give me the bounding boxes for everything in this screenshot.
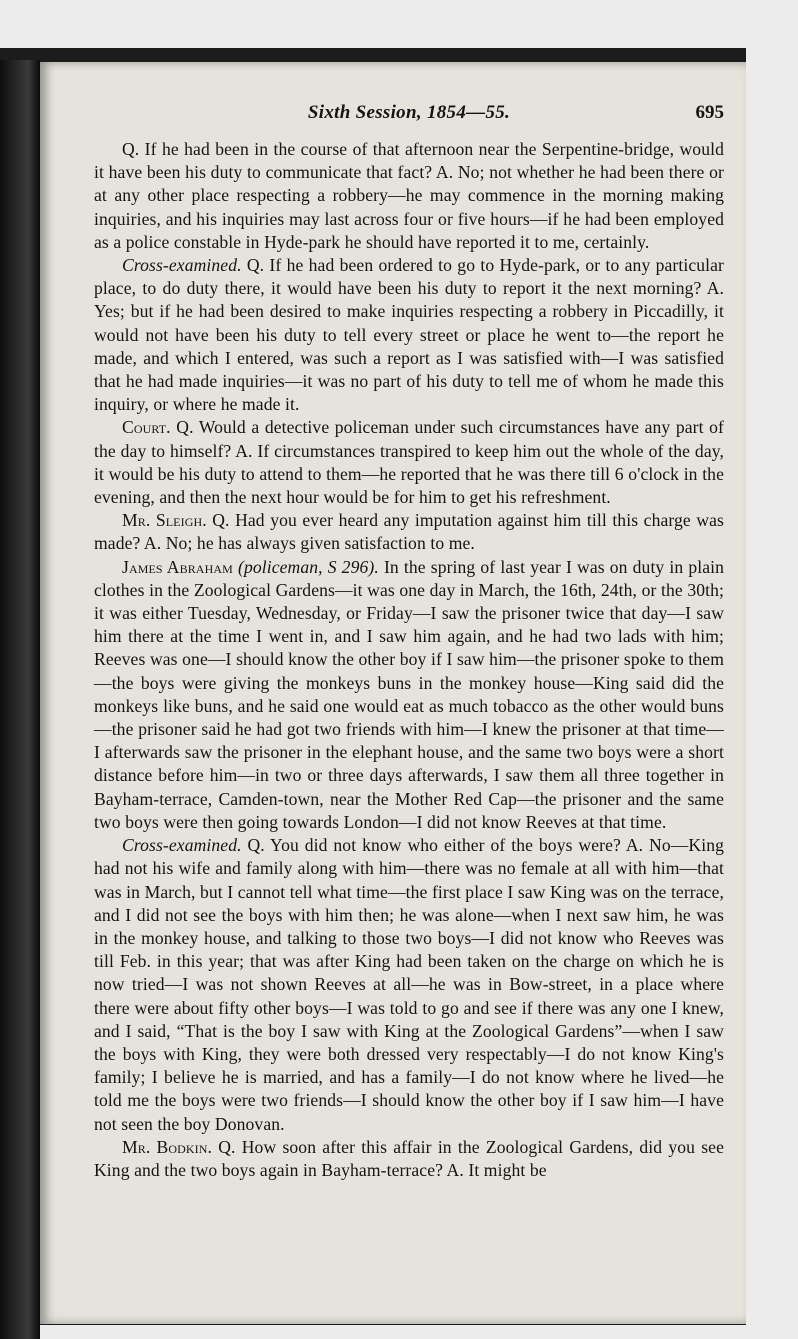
- paragraph: [94, 416, 724, 509]
- paragraph-text: Q. You did not know who either of the boys were? A. No—King had not his wife and family along with him—there was no female at all with him—that was in March, but I cannot tell what time—the first place I saw King was on the terrace, and I did not see the boys with him then; he was alone—when I next saw him, he was in the monkey house, and talking to those two boys—I did not know who Reeves was till Feb. in this year; that was after King had been taken on the charge on which he is now tried—I was not shown Reeves at all—he was in Bow-street, in a place where there were about fifty other boys—I was told to go and see if there was any one I knew, and I said, “That is the boy I saw with King at the Zoological Gardens”—when I saw the boys with King, they were both dressed very respectably—I do not know King's family; I believe he is married, and has a family—I do not know where he lived—he told me the boys were two friends—I should know the other boy if I saw him—I have not seen the boy Donovan.: [94, 835, 725, 1134]
- paragraph: [94, 834, 724, 1136]
- scan-background-bottom: [0, 1325, 798, 1339]
- paragraph-text: Q. If he had been ordered to go to Hyde-park, or to any particular place, to do duty there, it would have been his duty to report it the next morning? A. Yes; but if he had been desired to make inquiries respecting a robbery in Piccadilly, it would not have been his duty to tell every street or place he went to—the report he made, and which I entered, was such a report as I was satisfied with—I was satisfied that he had made inquiries—it was no part of his duty to tell me of whom he made this inquiry, or where he made it.: [94, 255, 724, 415]
- book-page: [40, 62, 746, 1324]
- paragraph: [94, 138, 724, 254]
- paragraph-text: Q. Would a detective policeman under such circumstances have any part of the day to himself? A. If circumstances transpired to keep him out the whole of the day, it would be his duty to attend to them—he reported that he was there till 6 o'clock in the evening, and then the next hour would be for him to get his refreshment.: [94, 417, 725, 508]
- paragraph-label: James Abraham: [122, 556, 233, 577]
- running-head: [94, 102, 724, 138]
- paragraph-text: Q. Had you ever heard any imputation against him till this charge was made? A. No; he has always given satisfaction to me.: [94, 510, 724, 554]
- body-text: [94, 138, 724, 1182]
- paragraph-text: In the spring of last year I was on duty in plain clothes in the Zoological Gardens—it was one day in March, the 16th, 24th, or the 30th; it was either Tuesday, Wednesday, or Friday—I saw the prisoner twice that day—I saw him there at the time I went in, and I saw him again, and he had two lads with him; Reeves was one—I should know the other boy if I saw him—the prisoner spoke to them—the boys were giving the monkeys buns in the monkey house—King said did the monkeys like buns, and he said one would eat as much tobacco as the other would buns—the prisoner said he had got two friends with him—I knew the prisoner at that time—I afterwards saw the prisoner in the elephant house, and the same two boys were a short distance before him—in two or three days afterwards, I saw them all three together in Bayham-terrace, Camden-town, near the Mother Red Cap—the prisoner and the same two boys were then going towards London—I did not know Reeves at that time.: [94, 556, 725, 832]
- scan-background-top: [0, 0, 798, 48]
- paragraph-label-note: (policeman, S 296).: [237, 556, 379, 577]
- book-edge: [0, 60, 40, 1339]
- paragraph-text: Q. How soon after this affair in the Zoological Gardens, did you see King and the two boys again in Bayham-terrace? A. It might be: [94, 1136, 724, 1180]
- paragraph-text: Q. If he had been in the course of that afternoon near the Serpentine-bridge, would it have been his duty to communicate that fact? A. No; not whether he had been there or at any other place respecting a robbery—he may commence in the morning making inquiries, and his inquiries may last across four or five hours—if he had been employed as a police constable in Hyde-park he should have reported it to me, certainly.: [94, 139, 724, 252]
- running-title: Sixth Session, 1854—55.: [307, 102, 511, 123]
- paragraph-label: Mr. Bodkin.: [122, 1136, 213, 1157]
- paragraph: [94, 509, 724, 555]
- paragraph: [94, 1136, 724, 1182]
- page-number: 695: [695, 102, 724, 123]
- paragraph: [94, 254, 724, 416]
- paragraph-label: Cross-examined.: [122, 255, 242, 276]
- scan-background-right: [746, 48, 798, 1339]
- paragraph: [94, 556, 724, 834]
- paragraph-label: Mr. Sleigh.: [122, 510, 207, 531]
- paragraph-label: Cross-examined.: [122, 835, 242, 856]
- paragraph-label: Court.: [122, 417, 171, 438]
- page-content: [94, 102, 724, 1182]
